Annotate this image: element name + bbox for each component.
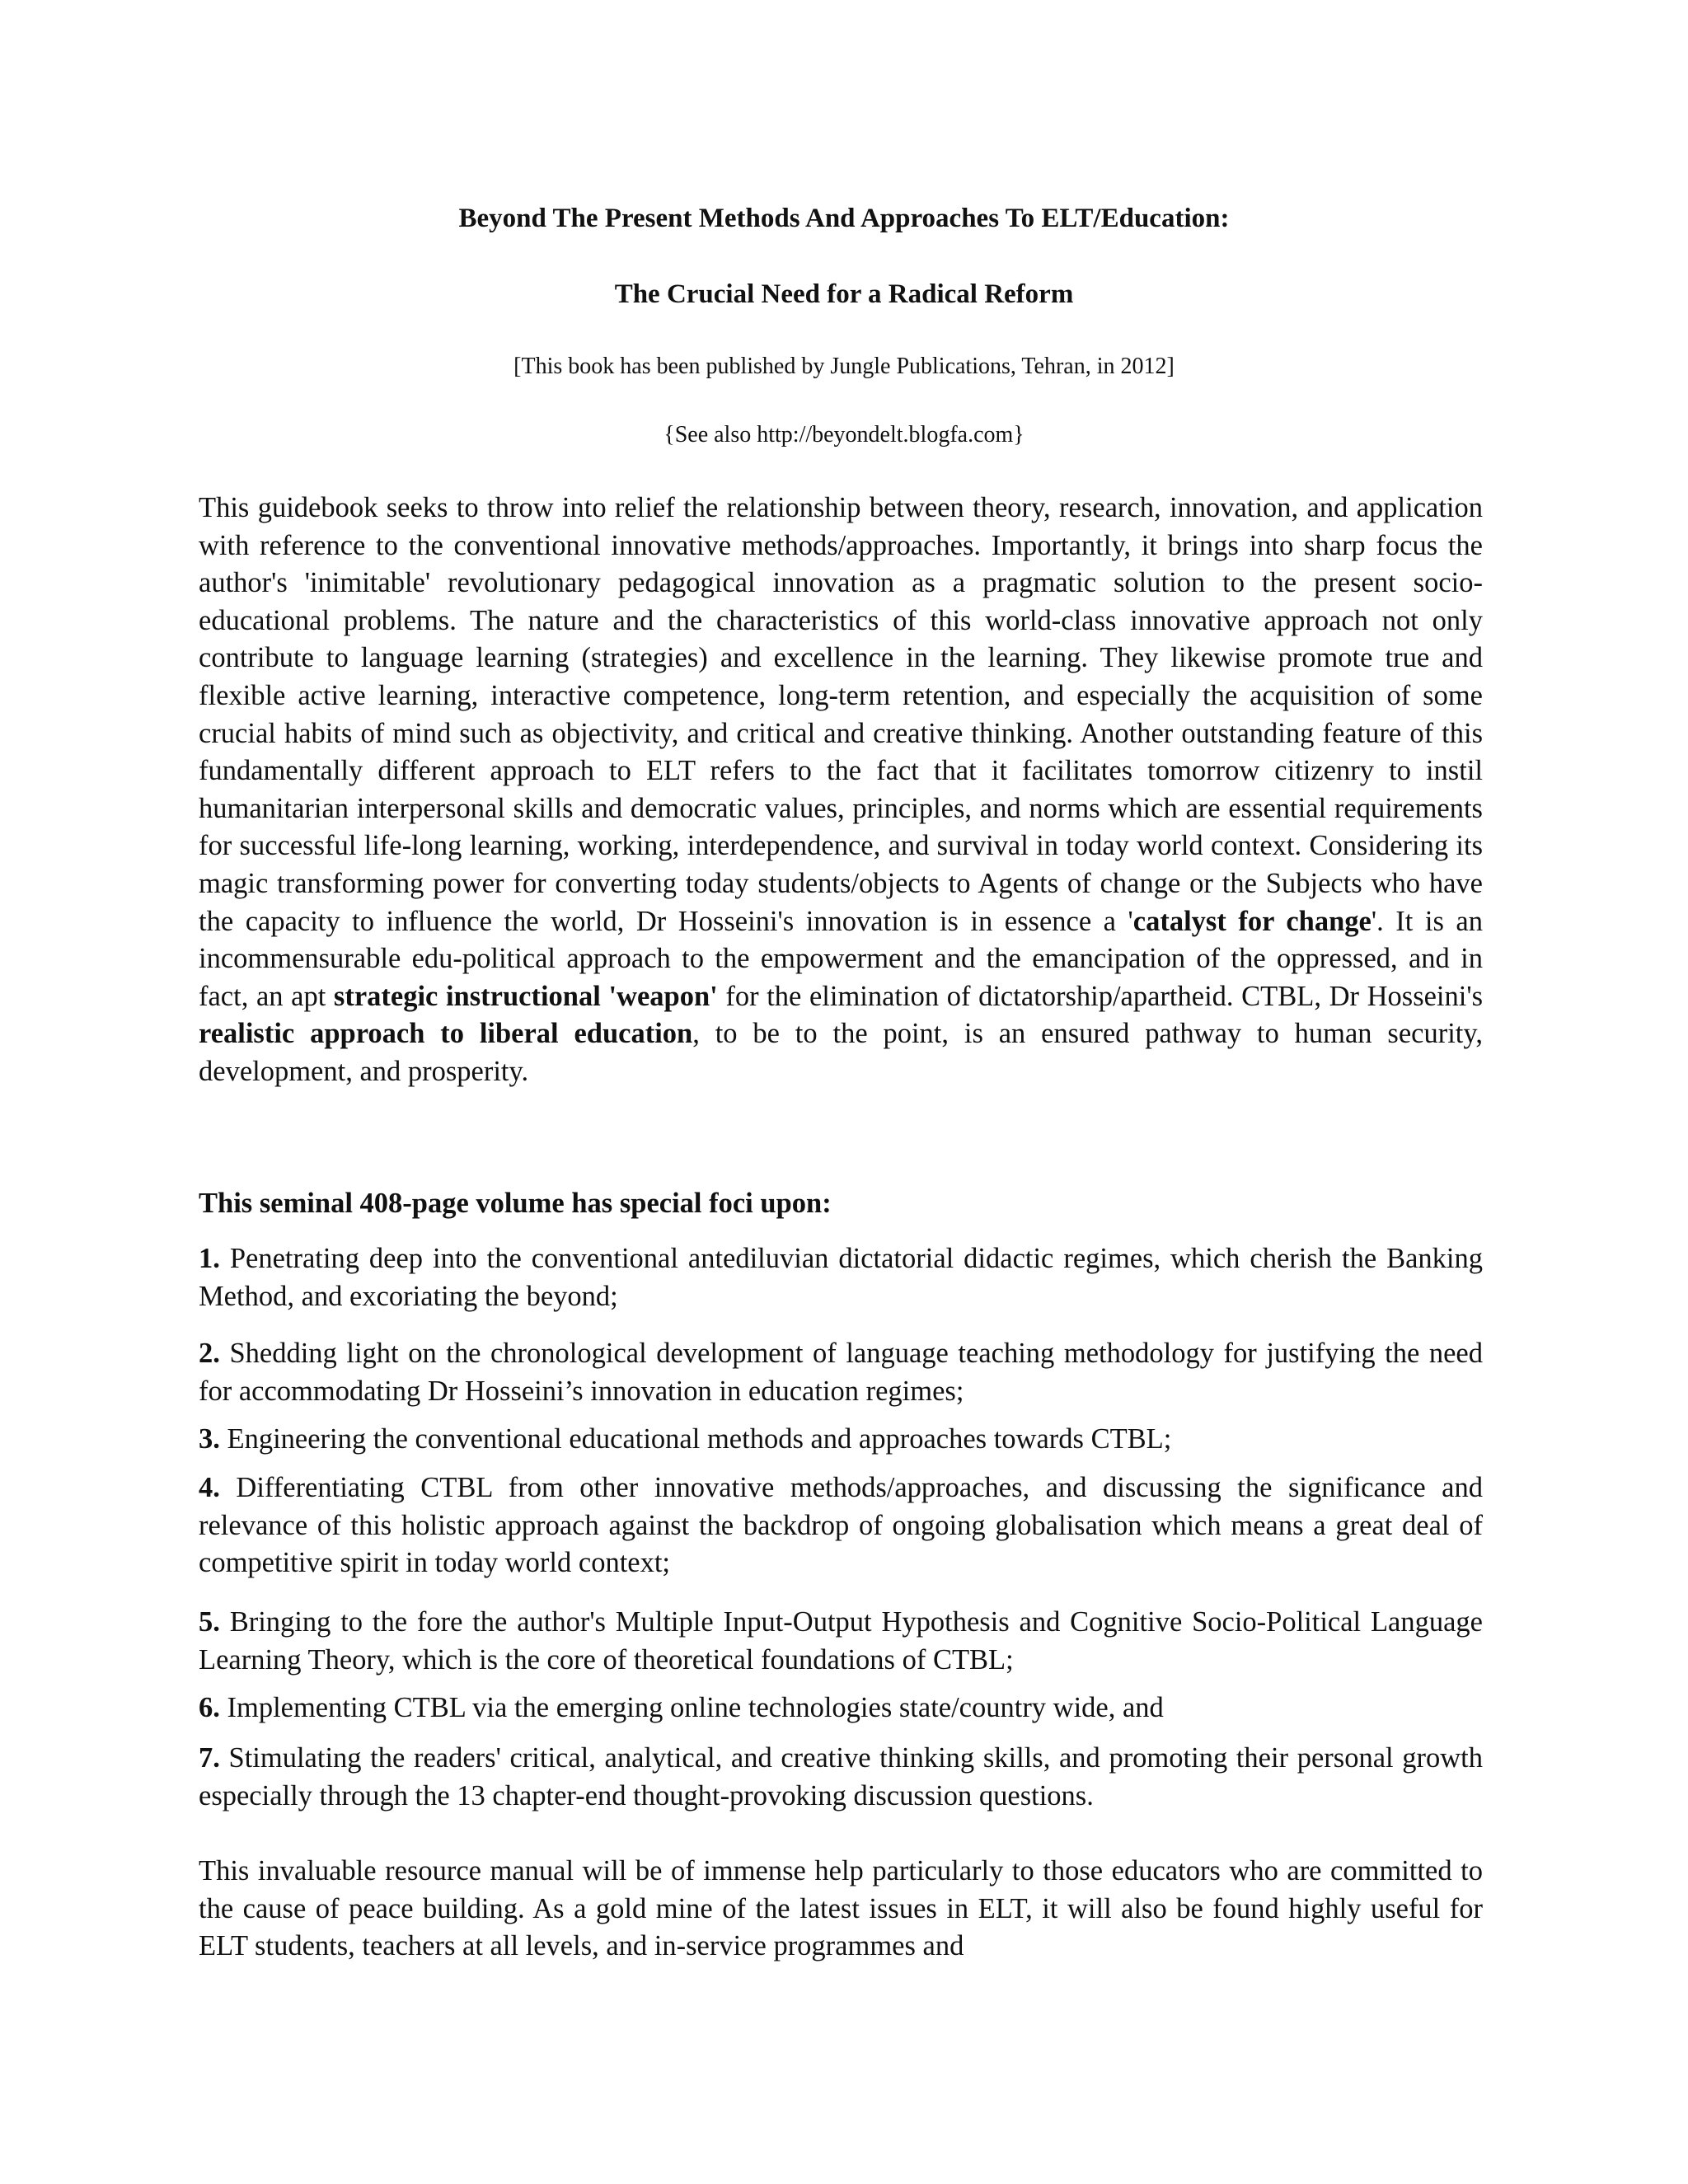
- closing-paragraph: This invaluable resource manual will be of immense help particularly to those educators who are committed to the cause of peace building. As a gold mine of the latest issues in ELT, it will also be found highly useful for ELT students, teachers at all levels, and in-service programmes and: [199, 1855, 1483, 1962]
- list-item: [199, 1421, 1483, 1459]
- intro-bold-weapon: strategic instructional 'weapon': [333, 980, 718, 1012]
- list-item: [199, 1240, 1483, 1315]
- list-item-text: Stimulating the readers' critical, analytical, and creative thinking skills, and promoting their personal growth especially through the 13 chapter-end thought-provoking discussion questions.: [199, 1742, 1483, 1811]
- intro-text-2: '. It is an incommensurable edu-political approach to the empowerment and the emancipation of the oppressed, and in fact, an apt: [199, 905, 1483, 1012]
- list-item-number: 2.: [199, 1338, 220, 1369]
- list-item: [199, 1604, 1483, 1679]
- list-item-text: Penetrating deep into the conventional antediluvian dictatorial didactic regimes, which cherish the Banking Method, and excoriating the beyond;: [199, 1243, 1483, 1312]
- list-item: [199, 1740, 1483, 1815]
- foci-heading: This seminal 408-page volume has special foci upon:: [199, 1188, 832, 1219]
- intro-text-1: This guidebook seeks to throw into relief the relationship between theory, research, innovation, and application with reference to the conventional innovative methods/approaches. Importantly, it brings into sharp focus the author's 'inimitable' revolutionary pedagogical innovation as a pragmatic solution to the present socio-educational problems. The nature and the characteristics of this world-class innovative approach not only contribute to language learning (strategies) and excellence in the learning. They likewise promote true and flexible active learning, interactive competence, long-term retention, and especially the acquisition of some crucial habits of mind such as objectivity, and critical and creative thinking. Another outstanding feature of this fundamentally different approach to ELT refers to the fact that it facilitates tomorrow citizenry to instil humanitarian interpersonal skills and democratic values, principles, and norms which are essential requirements for successful life-long learning, working, interdependence, and survival in today world context. Considering its magic transforming power for converting today students/objects to Agents of change or the Subjects who have the capacity to influence the world, Dr Hosseini's innovation is in essence a ': [199, 492, 1483, 937]
- list-item: [199, 1690, 1483, 1727]
- intro-text-3: for the elimination of dictatorship/apartheid. CTBL, Dr Hosseini's: [717, 980, 1483, 1012]
- list-item-number: 5.: [199, 1606, 220, 1638]
- list-item-number: 1.: [199, 1243, 220, 1274]
- list-item-text: Differentiating CTBL from other innovative methods/approaches, and discussing the significance and relevance of this holistic approach against the backdrop of ongoing globalisation which means a great deal of competitive spirit in today world context;: [199, 1472, 1483, 1579]
- document-title: Beyond The Present Methods And Approaches To ELT/Education:: [458, 204, 1230, 233]
- list-item-text: Implementing CTBL via the emerging online technologies state/country wide, and: [219, 1692, 1164, 1723]
- intro-paragraph: [199, 490, 1483, 1091]
- list-item: [199, 1335, 1483, 1410]
- list-item-text: Engineering the conventional educational methods and approaches towards CTBL;: [219, 1423, 1172, 1455]
- see-also-note: {See also http://beyondelt.blogfa.com}: [663, 422, 1025, 448]
- intro-bold-liberal-education: realistic approach to liberal education: [199, 1018, 693, 1050]
- list-item-text: Bringing to the fore the author's Multiple Input-Output Hypothesis and Cognitive Socio-Political Language Learning Theory, which is the core of theoretical foundations of CTBL;: [199, 1606, 1483, 1675]
- publication-note: [This book has been published by Jungle Publications, Tehran, in 2012]: [513, 354, 1175, 379]
- list-item: [199, 1469, 1483, 1582]
- intro-text-4: , to be to the point, is an ensured pathway to human security, development, and prosperity.: [199, 1018, 1483, 1087]
- intro-bold-catalyst: catalyst for change: [1132, 905, 1372, 937]
- list-item-text: Shedding light on the chronological development of language teaching methodology for justifying the need for accommodating Dr Hosseini’s innovation in education regimes;: [199, 1338, 1483, 1407]
- list-item-number: 4.: [199, 1472, 220, 1503]
- list-item-number: 7.: [199, 1742, 220, 1774]
- list-item-number: 6.: [199, 1692, 220, 1723]
- list-item-number: 3.: [199, 1423, 220, 1455]
- document-subtitle: The Crucial Need for a Radical Reform: [614, 279, 1074, 309]
